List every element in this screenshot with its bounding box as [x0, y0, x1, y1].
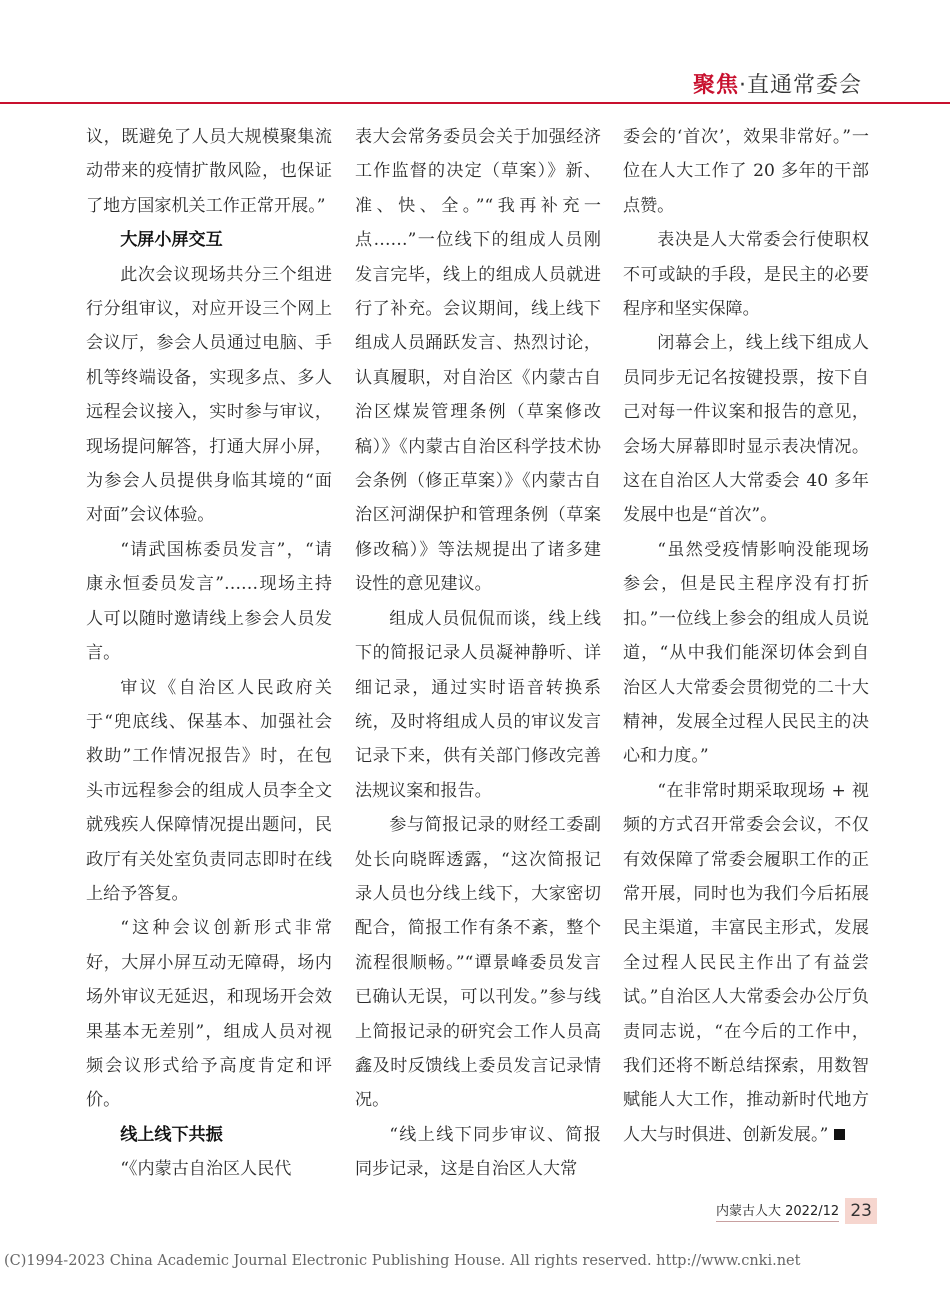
- paragraph-text: 闭幕会上，线上线下组成人员同步无记名按键投票，按下自己对每一件议案和报告的意见，会场大屏幕即时显示表决情况。这在自治区人大常委会 40 多年发展中也是“首次”。: [623, 333, 869, 526]
- article-column-1: [86, 120, 332, 1187]
- paragraph: [355, 808, 601, 1118]
- section-heading: [86, 1118, 332, 1152]
- paragraph: [355, 1118, 601, 1187]
- paragraph-text: “这种会议创新形式非常好，大屏小屏互动无障碍，场内场外审议无延迟，和现场开会效果基本无差别”，组成人员对视频会议形式给予高度肯定和评价。: [86, 918, 332, 1111]
- paragraph-text: 组成人员侃侃而谈，线上线下的简报记录人员凝神静听、详细记录，通过实时语音转换系统，及时将组成人员的审议发言记录下来，供有关部门修改完善法规议案和报告。: [355, 608, 601, 801]
- paragraph-text: 表决是人大常委会行使职权不可或缺的手段，是民主的必要程序和坚实保障。: [623, 230, 869, 320]
- section-name: 聚焦: [692, 73, 739, 98]
- paragraph-text: 审议《自治区人民政府关于“兜底线、保基本、加强社会救助”工作情况报告》时，在包头市远程参会的组成人员李全文就残疾人保障情况提出题问，民政厅有关处室负责同志即时在线上给予答复。: [86, 677, 332, 904]
- heading-text: 线上线下共振: [120, 1124, 223, 1145]
- journal-issue: 内蒙古人大 2022/12: [716, 1200, 839, 1222]
- page-footer: [716, 1198, 877, 1224]
- paragraph: [86, 671, 332, 912]
- article-column-2: [355, 120, 601, 1187]
- paragraph: [86, 911, 332, 1117]
- paragraph: [623, 223, 869, 326]
- paragraph-text: 此次会议现场共分三个组进行分组审议，对应开设三个网上会议厅，参会人员通过电脑、手机等终端设备，实现多点、多人远程会议接入，实时参与审议，现场提问解答，打通大屏小屏，为参会人员提供身临其境的“面对面”会议体验。: [86, 264, 332, 526]
- heading-text: 大屏小屏交互: [120, 230, 223, 251]
- paragraph: [86, 120, 332, 223]
- paragraph: [86, 533, 332, 671]
- paragraph-text: “虽然受疫情影响没能现场参会，但是民主程序没有打折扣。”一位线上参会的组成人员说道，“从中我们能深切体会到自治区人大常委会贯彻党的二十大精神，发展全过程人民民主的决心和力度。”: [623, 539, 869, 767]
- section-header: [693, 68, 862, 99]
- paragraph-text: 委会的‘首次’，效果非常好。”一位在人大工作了 20 多年的干部点赞。: [623, 127, 869, 216]
- header-rule: [0, 102, 950, 104]
- paragraph: [86, 258, 332, 533]
- paragraph: [623, 120, 869, 223]
- header-separator: ·: [738, 73, 747, 98]
- article-column-3: [623, 120, 869, 1152]
- paragraph: [623, 533, 869, 774]
- paragraph-text: “线上线下同步审议、简报同步记录，这是自治区人大常: [355, 1124, 601, 1180]
- paragraph-text: 议，既避免了人员大规模聚集流动带来的疫情扩散风险，也保证了地方国家机关工作正常开展。”: [86, 127, 332, 216]
- paragraph: [86, 1152, 332, 1186]
- end-of-article-mark: [834, 1129, 845, 1140]
- paragraph-text: “《内蒙古自治区人民代: [120, 1159, 292, 1180]
- paragraph-text: “请武国栋委员发言”，“请康永恒委员发言”……现场主持人可以随时邀请线上参会人员发言。: [86, 539, 332, 664]
- page-number: 23: [845, 1198, 877, 1224]
- paragraph-text: 表大会常务委员会关于加强经济工作监督的决定（草案）》新、准、快、全。”“我再补充一点……”一位线下的组成人员刚发言完毕，线上的组成人员就进行了补充。会议期间，线上线下组成人员踊跃发言、热烈讨论，认真履职，对自治区《内蒙古自治区煤炭管理条例（草案修改稿）》《内蒙古自治区科学技术协会条例（修正草案）》《内蒙古自治区河湖保护和管理条例（草案修改稿）》等法规提出了诸多建设性的意见建议。: [355, 127, 601, 595]
- paragraph: [623, 774, 869, 1152]
- paragraph: [623, 326, 869, 532]
- paragraph: [355, 120, 601, 602]
- paragraph-text: “在非常时期采取现场 + 视频的方式召开常委会会议，不仅有效保障了常委会履职工作的正常开展，同时也为我们今后拓展民主渠道，丰富民主形式，发展全过程人民民主作出了有益尝试。”自治区人大常委会办公厅负责同志说，“在今后的工作中，我们还将不断总结探索，用数智赋能人大工作，推动新时代地方人大与时俱进、创新发展。”: [623, 780, 869, 1145]
- paragraph-text: 参与简报记录的财经工委副处长向晓晖透露，“这次简报记录人员也分线上线下，大家密切配合，简报工作有条不紊，整个流程很顺畅。”“谭景峰委员发言已确认无误，可以刊发。”参与线上简报记录的研究会工作人员高鑫及时反馈线上委员发言记录情况。: [355, 815, 601, 1111]
- copyright-notice: (C)1994-2023 China Academic Journal Electronic Publishing House. All rights reserved. http://www.cnki.net: [4, 1253, 801, 1269]
- section-heading: [86, 223, 332, 257]
- paragraph: [355, 602, 601, 808]
- subsection-name: 直通常委会: [746, 73, 862, 98]
